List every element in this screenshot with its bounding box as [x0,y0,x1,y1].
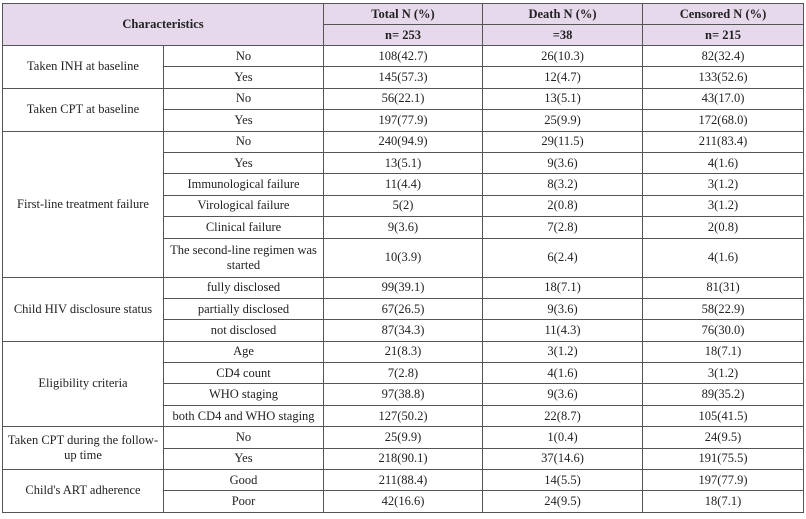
group-label: Child's ART adherence [3,470,164,513]
total-value: 218(90.1) [324,448,483,469]
total-value: 5(2) [324,195,483,216]
death-value: 18(7.1) [483,277,643,298]
characteristics-table [2,3,804,513]
death-value: 29(11.5) [483,131,643,152]
total-value: 211(88.4) [324,470,483,491]
category-label: Yes [164,152,324,173]
death-value: 22(8.7) [483,405,643,426]
death-value: 12(4.7) [483,67,643,88]
group-label: Taken INH at baseline [3,46,164,89]
header-censored: Censored N (%) [643,4,804,25]
category-label: Immunological failure [164,174,324,195]
category-label: partially disclosed [164,298,324,319]
category-label: not disclosed [164,320,324,341]
group-label: First-line treatment failure [3,131,164,277]
header-characteristics: Characteristics [3,4,324,46]
censored-value: 2(0.8) [643,217,804,238]
death-value: 24(9.5) [483,491,643,512]
table-row [3,341,804,362]
censored-value: 18(7.1) [643,341,804,362]
death-value: 11(4.3) [483,320,643,341]
censored-value: 18(7.1) [643,491,804,512]
category-label: both CD4 and WHO staging [164,405,324,426]
death-value: 9(3.6) [483,298,643,319]
group-label: Eligibility criteria [3,341,164,427]
total-value: 25(9.9) [324,427,483,448]
category-label: WHO staging [164,384,324,405]
censored-value: 76(30.0) [643,320,804,341]
table-row [3,131,804,152]
death-value: 9(3.6) [483,152,643,173]
total-value: 13(5.1) [324,152,483,173]
censored-value: 82(32.4) [643,46,804,67]
category-label: No [164,427,324,448]
censored-value: 133(52.6) [643,67,804,88]
header-total: Total N (%) [324,4,483,25]
category-label: Yes [164,110,324,131]
total-value: 145(57.3) [324,67,483,88]
header-death: Death N (%) [483,4,643,25]
total-value: 21(8.3) [324,341,483,362]
censored-value: 4(1.6) [643,152,804,173]
death-value: 14(5.5) [483,470,643,491]
total-value: 56(22.1) [324,88,483,109]
header-row [3,4,804,25]
censored-value: 89(35.2) [643,384,804,405]
count-total: n= 253 [324,25,483,46]
group-label: Taken CPT at baseline [3,88,164,131]
total-value: 67(26.5) [324,298,483,319]
censored-value: 43(17.0) [643,88,804,109]
table-row [3,277,804,298]
censored-value: 3(1.2) [643,363,804,384]
category-label: Yes [164,67,324,88]
death-value: 4(1.6) [483,363,643,384]
count-death: =38 [483,25,643,46]
total-value: 9(3.6) [324,217,483,238]
category-label: The second-line regimen was started [164,238,324,277]
censored-value: 105(41.5) [643,405,804,426]
censored-value: 3(1.2) [643,174,804,195]
category-label: Age [164,341,324,362]
death-value: 25(9.9) [483,110,643,131]
death-value: 26(10.3) [483,46,643,67]
table-row [3,427,804,448]
censored-value: 172(68.0) [643,110,804,131]
table-body [3,46,804,513]
total-value: 127(50.2) [324,405,483,426]
category-label: No [164,131,324,152]
censored-value: 24(9.5) [643,427,804,448]
category-label: fully disclosed [164,277,324,298]
count-censored: n= 215 [643,25,804,46]
total-value: 11(4.4) [324,174,483,195]
category-label: CD4 count [164,363,324,384]
category-label: Clinical failure [164,217,324,238]
censored-value: 191(75.5) [643,448,804,469]
death-value: 37(14.6) [483,448,643,469]
category-label: Yes [164,448,324,469]
total-value: 97(38.8) [324,384,483,405]
total-value: 42(16.6) [324,491,483,512]
table-header [3,4,804,46]
death-value: 7(2.8) [483,217,643,238]
death-value: 2(0.8) [483,195,643,216]
censored-value: 58(22.9) [643,298,804,319]
group-label: Taken CPT during the follow-up time [3,427,164,470]
table-row [3,46,804,67]
total-value: 87(34.3) [324,320,483,341]
death-value: 13(5.1) [483,88,643,109]
death-value: 8(3.2) [483,174,643,195]
table-row [3,88,804,109]
category-label: No [164,46,324,67]
censored-value: 211(83.4) [643,131,804,152]
death-value: 3(1.2) [483,341,643,362]
death-value: 6(2.4) [483,238,643,277]
table-row [3,470,804,491]
total-value: 240(94.9) [324,131,483,152]
death-value: 9(3.6) [483,384,643,405]
total-value: 197(77.9) [324,110,483,131]
total-value: 108(42.7) [324,46,483,67]
censored-value: 197(77.9) [643,470,804,491]
total-value: 99(39.1) [324,277,483,298]
censored-value: 3(1.2) [643,195,804,216]
group-label: Child HIV disclosure status [3,277,164,341]
total-value: 10(3.9) [324,238,483,277]
censored-value: 4(1.6) [643,238,804,277]
censored-value: 81(31) [643,277,804,298]
category-label: Good [164,470,324,491]
category-label: Poor [164,491,324,512]
total-value: 7(2.8) [324,363,483,384]
death-value: 1(0.4) [483,427,643,448]
category-label: Virological failure [164,195,324,216]
category-label: No [164,88,324,109]
